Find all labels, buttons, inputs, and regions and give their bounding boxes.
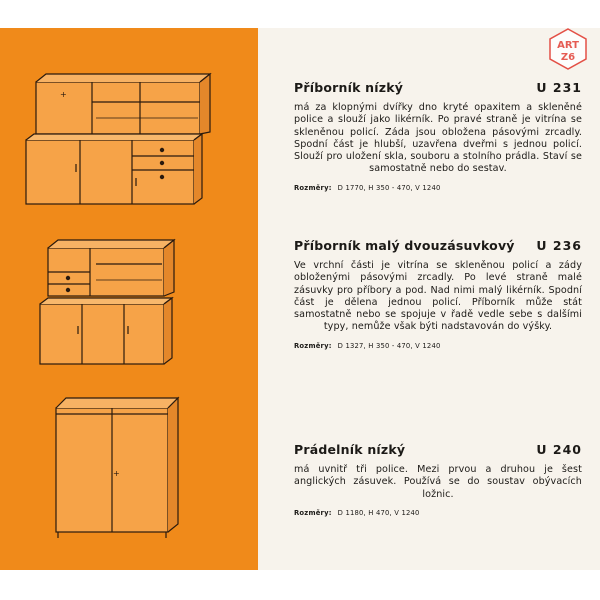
product-description: má za klopnými dvířky dno kryté opaxitem a skleněné police a slouží jako likérník. Po pravé straně je vitrína se skleněnou policí. Záda jsou obložena pásovými zrcadly. Spodní část je hlubší, uzavřena dveřmi s jednou policí. Slouží pro uložení skla, souboru a stolního prádla. Staví se samostatně nebo do sestav. bbox=[294, 102, 582, 175]
dimensions-value: D 1770, H 350 - 470, V 1240 bbox=[337, 183, 441, 192]
watermark-text-line2: Z6 bbox=[560, 52, 576, 63]
furniture-illustrations bbox=[0, 28, 258, 570]
svg-text:+: + bbox=[60, 90, 67, 99]
dimensions-label: Rozměry: bbox=[294, 341, 332, 350]
product-code: U 240 bbox=[536, 442, 582, 457]
sideboard-low-drawing bbox=[26, 74, 210, 204]
product-code: U 231 bbox=[536, 80, 582, 95]
product-entry-u240 bbox=[294, 442, 582, 517]
art-z6-watermark-logo bbox=[546, 27, 590, 71]
product-description: má uvnitř tři police. Mezi prvou a druhou je šest anglických zásuvek. Používá se do soustav obývacích ložnic. bbox=[294, 464, 582, 500]
product-code: U 236 bbox=[536, 238, 582, 253]
product-entry-u236 bbox=[294, 238, 582, 350]
dimensions-label: Rozměry: bbox=[294, 183, 332, 192]
illustration-panel bbox=[0, 28, 258, 570]
svg-text:+: + bbox=[113, 469, 120, 478]
catalog-page bbox=[0, 28, 600, 570]
product-title: Příborník nízký bbox=[294, 80, 404, 95]
dimensions-value: D 1180, H 470, V 1240 bbox=[337, 508, 420, 517]
product-dimensions bbox=[294, 342, 582, 350]
product-dimensions bbox=[294, 184, 582, 192]
watermark-text-line1: ART bbox=[557, 40, 579, 51]
product-description: Ve vrchní části je vitrína se skleněnou policí a zády obloženými pásovými zrcadly. Po levé straně malé zásuvky pro příbory a pod. Nad nimi malý likérník. Spodní část je dělena jednou policí. Příborník může stát samostatně nebo se spojuje v řadě vedle sebe s dalšími typy, nemůže však býti nadstavován do výšky. bbox=[294, 260, 582, 333]
product-entry-u231 bbox=[294, 80, 582, 192]
product-dimensions bbox=[294, 509, 582, 517]
product-title: Prádelník nízký bbox=[294, 442, 406, 457]
dimensions-label: Rozměry: bbox=[294, 508, 332, 517]
product-title: Příborník malý dvouzásuvkový bbox=[294, 238, 515, 253]
linen-cabinet-drawing bbox=[56, 398, 178, 538]
dimensions-value: D 1327, H 350 - 470, V 1240 bbox=[337, 341, 441, 350]
sideboard-two-drawer-drawing bbox=[40, 240, 174, 364]
